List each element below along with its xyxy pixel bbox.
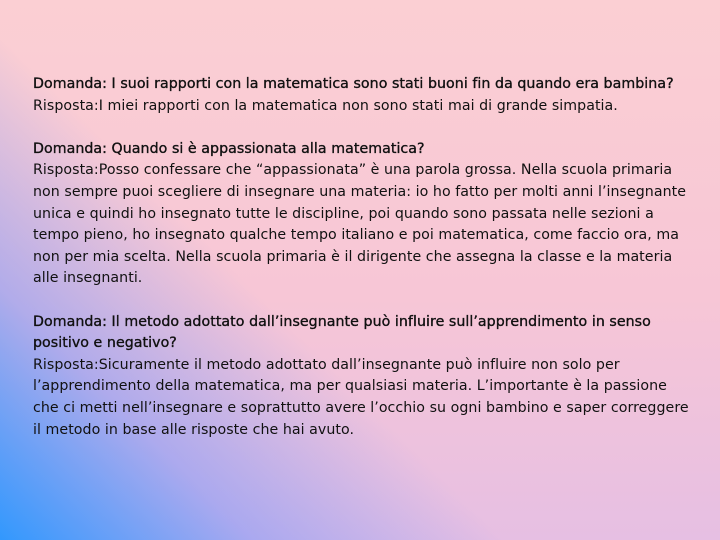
- qa-block-3: [33, 312, 693, 442]
- question-2: Domanda: Quando si è appassionata alla matematica?: [33, 140, 425, 157]
- question-3: Domanda: Il metodo adottato dall’insegnante può influire sull’apprendimento in senso positivo e negativo?: [33, 313, 651, 352]
- answer-3: Risposta:Sicuramente il metodo adottato dall’insegnante può influire non solo per l’apprendimento della matematica, ma per qualsiasi materia. L’importante è la passione che ci metti nell’insegnare e soprattutto avere l’occhio su ogni bambino e saper correggere il metodo in base alle risposte che hai avuto.: [33, 356, 689, 438]
- interview-text: [33, 74, 693, 463]
- question-1: Domanda: I suoi rapporti con la matematica sono stati buoni fin da quando era bambina?: [33, 76, 674, 92]
- qa-block-2: [33, 139, 693, 290]
- answer-2: Risposta:Posso confessare che “appassionata” è una parola grossa. Nella scuola primaria non sempre puoi scegliere di insegnare una materia: io ho fatto per molti anni l’insegnante unica e quindi ho insegnato tutte le discipline, poi quando sono passata nelle sezioni a tempo pieno, ho insegnato qualche tempo italiano e poi matematica, come faccio ora, ma non per mia scelta. Nella scuola primaria è il dirigente che assegna la classe e la materia alle insegnanti.: [33, 162, 687, 287]
- answer-1: Risposta:I miei rapporti con la matematica non sono stati mai di grande simpatia.: [33, 97, 618, 114]
- qa-block-1: [33, 74, 693, 117]
